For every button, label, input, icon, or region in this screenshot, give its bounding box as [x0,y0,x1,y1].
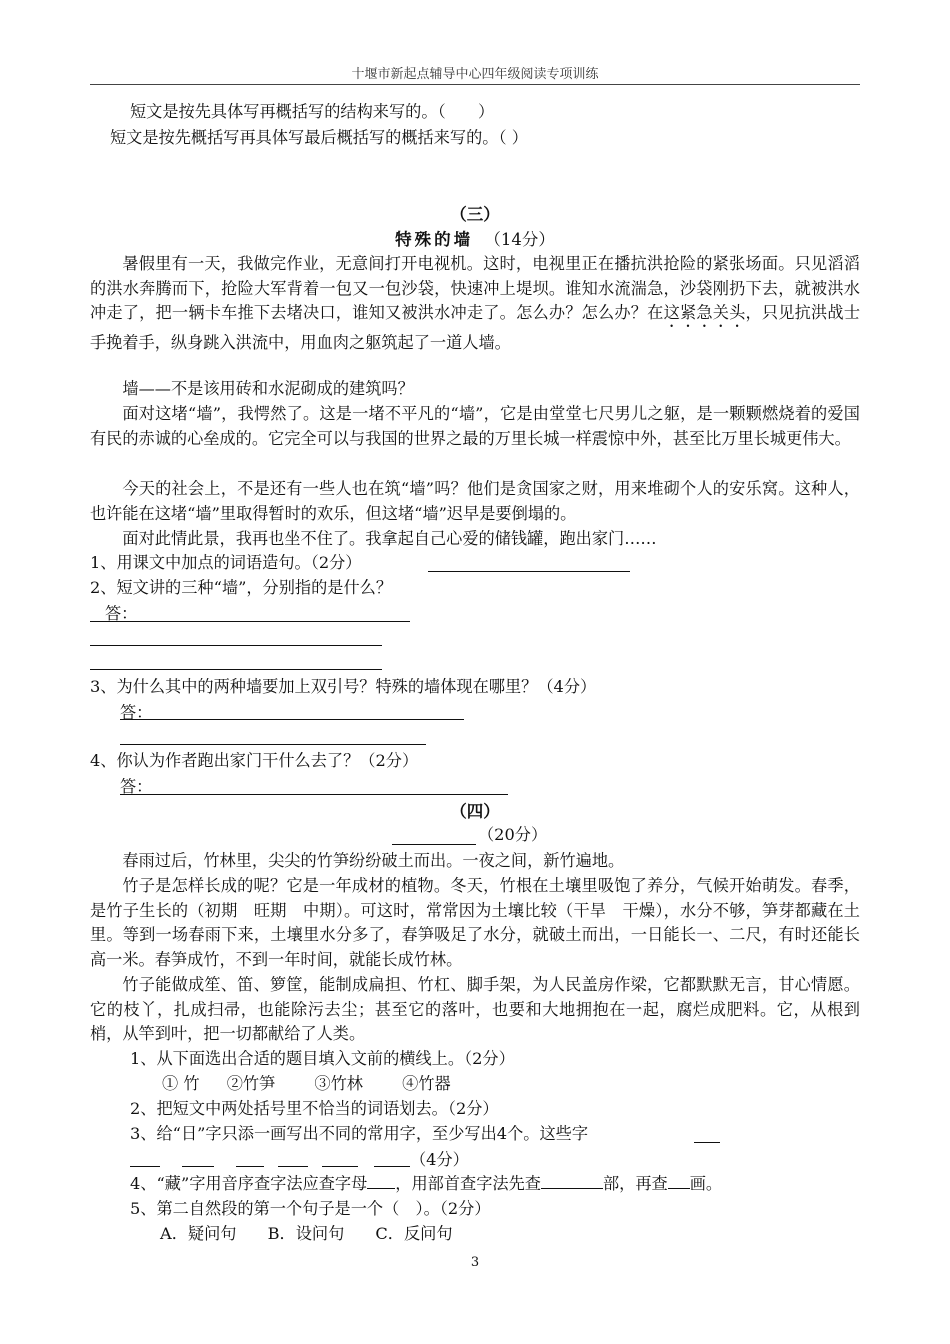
s3-question-2: 2、短文讲的三种“墙”，分别指的是什么？ [90,578,393,597]
s4-q1-options [162,1072,451,1096]
s4-q4-text-a: 4、“藏”字用音序查字法应查字母 [130,1174,368,1193]
s3-q3-answer-line-2[interactable] [120,744,426,745]
page-number: 3 [470,1255,480,1270]
s4-q3-blank-0[interactable] [694,1142,720,1143]
s3-paragraph-2: 墙——不是该用砖和水泥砌成的建筑吗？ [122,379,414,398]
s3-q2-answer-line-3[interactable] [90,669,382,670]
s3-paragraph-4: 今天的社会上，不是还有一些人也在筑“墙”吗？他们是贪国家之财，用来堆砌个人的安乐窝。这种人，也许能在这堵“墙”里取得暂时的欢乐，但这堵“墙”迟早是要倒塌的。 [90,479,860,523]
judgement-line-2: 短文是按先概括写再具体写最后概括写的概括来写的。（ ） [110,128,528,147]
s3-question-4: 4、你认为作者跑出家门干什么去了？（2分） [90,751,419,770]
s4-q4-text-d: 画。 [689,1174,723,1193]
s4-paragraph-1: 春雨过后，竹林里，尖尖的竹笋纷纷破土而出。一夜之间，新竹遍地。 [122,851,625,870]
s4-q3-blank-3[interactable] [236,1166,264,1167]
s3-q2-answer-line-2[interactable] [90,645,382,646]
section-3-title: 特殊的墙 [395,230,474,249]
judgement-line-1: 短文是按先具体写再概括写的结构来写的。（ ） [130,102,495,121]
section-3-title-line [0,226,950,250]
s4-q4-blank-strokes[interactable] [668,1172,690,1189]
s4-q3-blank-1[interactable] [130,1166,160,1167]
s4-q1-option-1: ① 竹 [162,1074,200,1093]
s3-p1-dotted-phrase: 这紧急关头 [663,303,746,323]
s4-q4-text-b: ，用部首查字法先查 [395,1174,541,1193]
s4-q1-option-3: ③竹林 [314,1074,363,1093]
section-4-number: （四） [450,802,500,821]
s3-q4-answer-label: 答： [120,777,153,796]
s4-paragraph-2: 竹子是怎样长成的呢？它是一年成材的植物。冬天，竹根在土壤里吸饱了养分，气候开始萌发。春季，是竹子生长的（初期 旺期 中期）。可这时，常常因为土壤比较（干旱 干燥），水分不够，笋芽都藏在土里。等到一场春雨下来，土壤里水分多了，春笋吸足了水分，就破土而出，一日能长一、二尺，有时还能长高一米。春笋成竹，不到一年时间，就能长成竹林。 [90,876,860,969]
s3-q2-answer-label: 答： [105,604,138,623]
section-4-score: （20分） [478,825,548,844]
s3-paragraph-3: 面对这堵“墙”，我愕然了。这是一堵不平凡的“墙”，它是由堂堂七尺男儿之躯，是一颗颗燃烧着的爱国有民的赤诚的心垒成的。它完全可以与我国的世界之最的万里长城一样震惊中外，甚至比万里长城更伟大。 [90,404,860,448]
s3-q3-answer-line-1[interactable] [120,719,464,720]
page-header: 十堰市新起点辅导中心四年级阅读专项训练 [351,67,599,82]
s3-q1-answer-line[interactable] [428,571,630,572]
s4-q3-score: （4分） [410,1150,469,1169]
s4-q5-option-c: C．反问句 [375,1224,453,1243]
s3-paragraph-1 [90,252,860,356]
s4-question-3: 3、给“日”字只添一画写出不同的常用字，至少写出4个。这些字 [130,1124,589,1143]
s4-q5-options [160,1222,453,1246]
s4-q1-option-2: ②竹笋 [226,1074,276,1093]
s3-question-3: 3、为什么其中的两种墙要加上双引号？特殊的墙体现在哪里？（4分） [90,677,597,696]
s4-paragraph-3: 竹子能做成笙、笛、箩筐，能制成扁担、竹杠、脚手架，为人民盖房作梁，它都默默无言，甘心情愿。它的枝丫，扎成扫帚，也能除污去尘；甚至它的落叶，也要和大地拥抱在一起，腐烂成肥料。它，从根到梢，从竿到叶，把一切都献给了人类。 [90,975,860,1044]
s3-p1-before: 暑假里有一天，我做完作业，无意间打开电视机。这时，电视里正在播抗洪抢险的紧张场面。只见滔滔的洪水奔腾而下，抢险大军背着一包又一包沙袋，快速冲上堤坝。谁知水流湍急，沙袋刚扔下去，就被洪水冲走了，把一辆卡车推下去堵决口，谁知又被洪水冲走了。怎么办？怎么办？在 [90,254,860,323]
s4-question-4 [130,1172,722,1196]
s4-q5-option-b: B．设问句 [267,1224,345,1243]
s3-question-1: 1、用课文中加点的词语造句。（2分） [90,553,362,572]
s4-title-blank[interactable] [392,844,476,845]
s4-q5-option-a: A．疑问句 [160,1224,237,1243]
s3-q4-answer-line[interactable] [120,794,508,795]
s4-q3-blank-5[interactable] [322,1166,358,1167]
s3-q2-answer-line-1[interactable] [90,621,410,622]
s3-paragraph-5: 面对此情此景，我再也坐不住了。我拿起自己心爱的储钱罐，跑出家门…… [122,529,657,548]
s3-q3-answer-label: 答： [120,703,153,722]
section-3-score: （14分） [484,230,555,249]
s4-q3-blank-6[interactable] [374,1166,410,1167]
s3-p1-after: ，只见抗洪战士手挽着手，纵身跳入洪流中，用血肉之躯筑起了一道人墙。 [90,303,861,353]
s4-q1-option-4: ④竹器 [402,1074,451,1093]
s4-q4-blank-radical[interactable] [541,1172,603,1189]
s4-question-5: 5、第二自然段的第一个句子是一个（ ）。（2分） [130,1199,491,1218]
s4-q3-blank-4[interactable] [278,1166,308,1167]
s4-question-2: 2、把短文中两处括号里不恰当的词语划去。（2分） [130,1099,499,1118]
s4-q4-text-c: 部，再查 [602,1174,668,1193]
section-3-number: （三） [450,205,500,224]
header-rule [90,84,860,85]
s4-q3-blank-2[interactable] [182,1166,214,1167]
s4-question-1: 1、从下面选出合适的题目填入文前的横线上。（2分） [130,1049,515,1068]
s4-q4-blank-letter[interactable] [367,1172,395,1189]
